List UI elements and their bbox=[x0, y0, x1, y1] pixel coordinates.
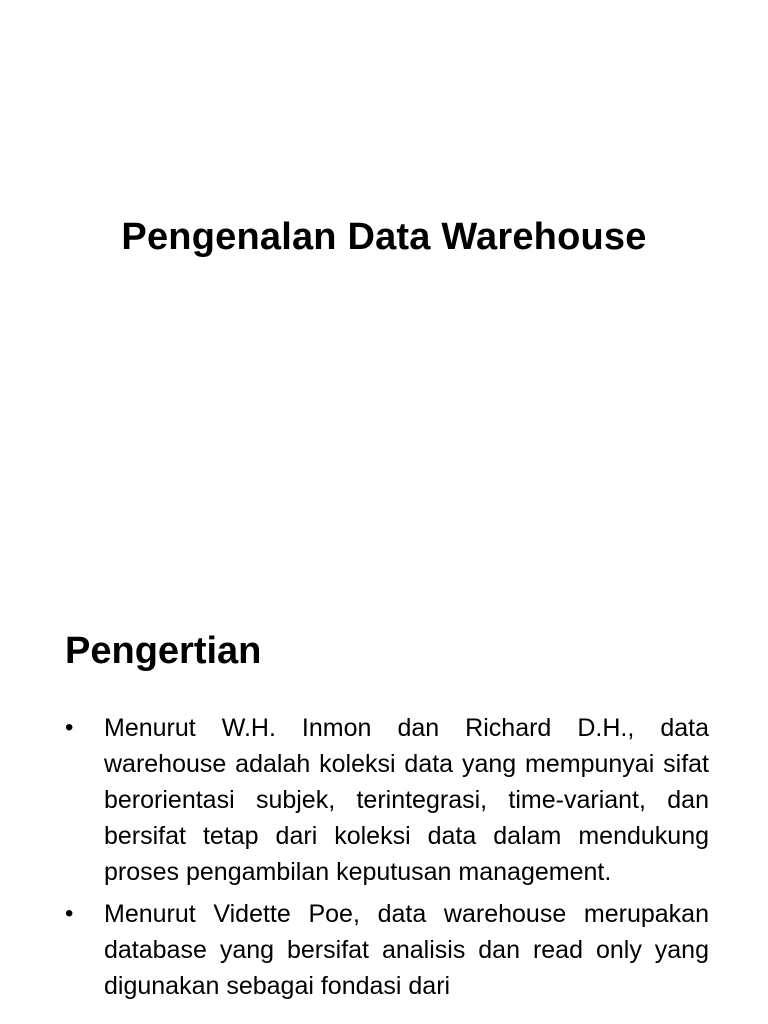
bullet-item bbox=[65, 710, 709, 890]
bullet-dot-icon: • bbox=[65, 900, 74, 927]
slide-title: Pengenalan Data Warehouse bbox=[121, 216, 647, 258]
bullet-text: Menurut Vidette Poe, data warehouse merupakan database yang bersifat analisis dan read only yang digunakan sebagai fondasi dari bbox=[104, 900, 709, 1000]
slide-heading: Pengertian bbox=[65, 630, 262, 672]
bullet-text: Menurut W.H. Inmon dan Richard D.H., data warehouse adalah koleksi data yang mempunyai sifat berorientasi subjek, terintegrasi, time-variant, dan bersifat tetap dari koleksi data dalam mendukung proses pengambilan keputusan management. bbox=[104, 714, 709, 886]
bullet-dot-icon: • bbox=[65, 714, 74, 741]
bullet-item bbox=[65, 896, 709, 1004]
bullet-list bbox=[65, 710, 709, 1010]
content-slide bbox=[0, 576, 768, 1024]
